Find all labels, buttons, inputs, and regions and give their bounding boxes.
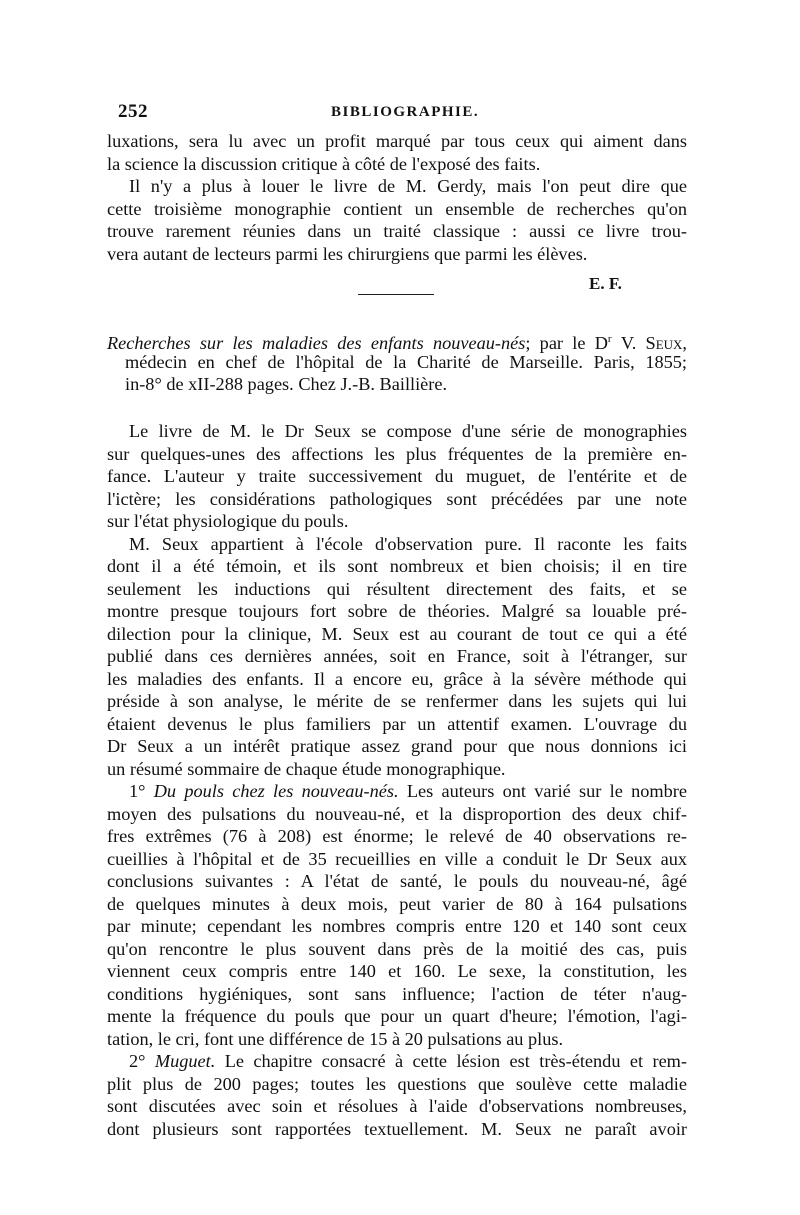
review-body xyxy=(107,420,687,1140)
page-header xyxy=(118,101,684,127)
text-line: mente la fréquence du pouls que pour un quart d'heure; l'émotion, l'agi- xyxy=(107,1006,687,1026)
citation-comma: , xyxy=(682,333,687,354)
text-line: qu'on rencontre le plus souvent dans près de la moitié des cas, puis xyxy=(107,938,687,959)
text-line: conditions hygiéniques, sont sans influence; l'action de téter n'aug- xyxy=(107,983,687,1004)
section-heading-muguet xyxy=(107,1050,687,1073)
text-line: moyen des pulsations du nouveau-né, et la disproportion des deux chif- xyxy=(107,803,687,824)
text-line: dont il a été témoin, et ils sont nombreux et bien choisis; il en tire xyxy=(107,556,687,576)
text-line: conclusions suivantes : A l'état de santé, le pouls du nouveau-né, âgé xyxy=(107,871,687,891)
citation-by: ; par le D xyxy=(525,333,608,354)
review-signature: E. F. xyxy=(589,274,622,293)
section-divider xyxy=(358,294,434,295)
text-line: vera autant de lecteurs parmi les chirurgiens que parmi les élèves. xyxy=(107,243,588,264)
text-line: Dr Seux a un intérêt pratique assez grand pour que nous donnions ici xyxy=(107,736,687,756)
section-number: 1° xyxy=(129,781,146,801)
citation-line xyxy=(107,328,687,354)
section-heading-pouls xyxy=(107,780,687,803)
text-line: dont plusieurs sont rapportées textuellement. M. Seux ne paraît avoir xyxy=(107,1118,687,1139)
section-lead: Le chapitre consacré à cette lésion est très-étendu et rem- xyxy=(215,1051,687,1071)
previous-review xyxy=(107,130,687,265)
book-author: V. Seux xyxy=(620,333,683,354)
page-number: 252 xyxy=(118,101,148,122)
text-line: de quelques minutes à deux mois, peut varier de 80 à 164 pulsations xyxy=(107,893,687,914)
section-title: Muguet. xyxy=(154,1051,216,1071)
citation-line: in-8° de xII-288 pages. Chez J.-B. Baillière. xyxy=(125,374,448,394)
text-line: un résumé sommaire de chaque étude monographique. xyxy=(107,758,506,779)
text-line: montre presque toujours fort sobre de théories. Malgré sa louable pré- xyxy=(107,601,687,621)
text-line: M. Seux appartient à l'école d'observation pure. Il raconte les faits xyxy=(129,533,687,554)
text-line: par minute; cependant les nombres compris entre 120 et 140 sont ceux xyxy=(107,916,687,936)
text-line: fance. L'auteur y traite successivement du muguet, de l'entérite et de xyxy=(107,466,687,486)
book-citation xyxy=(107,328,687,396)
text-line: dilection pour la clinique, M. Seux est au courant de tout ce qui a été xyxy=(107,623,687,644)
text-line: publié dans ces dernières années, soit en France, soit à l'étranger, sur xyxy=(107,646,687,666)
text-line: étaient devenus le plus familiers par un attentif examen. L'ouvrage du xyxy=(107,713,687,734)
text-line: sur quelques-unes des affections les plus fréquentes de la première en- xyxy=(107,443,687,464)
section-number: 2° xyxy=(129,1051,146,1071)
citation-line: médecin en chef de l'hôpital de la Charité de Marseille. Paris, 1855; xyxy=(125,351,687,372)
text-line: sur l'état physiologique du pouls. xyxy=(107,511,349,531)
text-line: plit plus de 200 pages; toutes les questions que soulève cette maladie xyxy=(107,1073,687,1094)
text-line: fres extrêmes (76 à 208) est énorme; le relevé de 40 observations re- xyxy=(107,826,687,846)
text-line: luxations, sera lu avec un profit marqué par tous ceux qui aiment dans xyxy=(107,131,687,151)
text-line: seulement les inductions qui résultent directement des faits, et se xyxy=(107,578,687,599)
text-line: préside à son analyse, le mérite de se renfermer dans les sujets qui lui xyxy=(107,691,687,711)
text-line: sont discutées avec soin et résolues à l'aide d'observations nombreuses, xyxy=(107,1096,687,1116)
book-title: Recherches sur les maladies des enfants nouveau-nés xyxy=(107,333,526,354)
running-head: BIBLIOGRAPHIE. xyxy=(331,104,480,120)
text-line: Le livre de M. le Dr Seux se compose d'une série de monographies xyxy=(129,421,687,441)
text-line: l'ictère; les considérations pathologiques sont précédées par une note xyxy=(107,488,687,509)
text-line: tation, le cri, font une différence de 15 à 20 pulsations au plus. xyxy=(107,1028,564,1049)
text-line: cueillies à l'hôpital et de 35 recueillies en ville a conduit le Dr Seux aux xyxy=(107,848,687,869)
citation-dr-sup: r xyxy=(607,333,612,345)
text-line: cette troisième monographie contient un ensemble de recherches qu'on xyxy=(107,198,687,219)
text-line: Il n'y a plus à louer le livre de M. Gerdy, mais l'on peut dire que xyxy=(129,176,687,196)
text-line: la science la discussion critique à côté de l'exposé des faits. xyxy=(107,153,541,174)
text-line: les maladies des enfants. Il a encore eu, grâce à la sévère méthode qui xyxy=(107,668,687,689)
section-lead: Les auteurs ont varié sur le nombre xyxy=(398,781,687,801)
section-title: Du pouls chez les nouveau-nés. xyxy=(153,781,399,801)
text-line: viennent ceux compris entre 140 et 160. Le sexe, la constitution, les xyxy=(107,961,687,981)
text-line: trouve rarement réunies dans un traité classique : aussi ce livre trou- xyxy=(107,221,687,241)
